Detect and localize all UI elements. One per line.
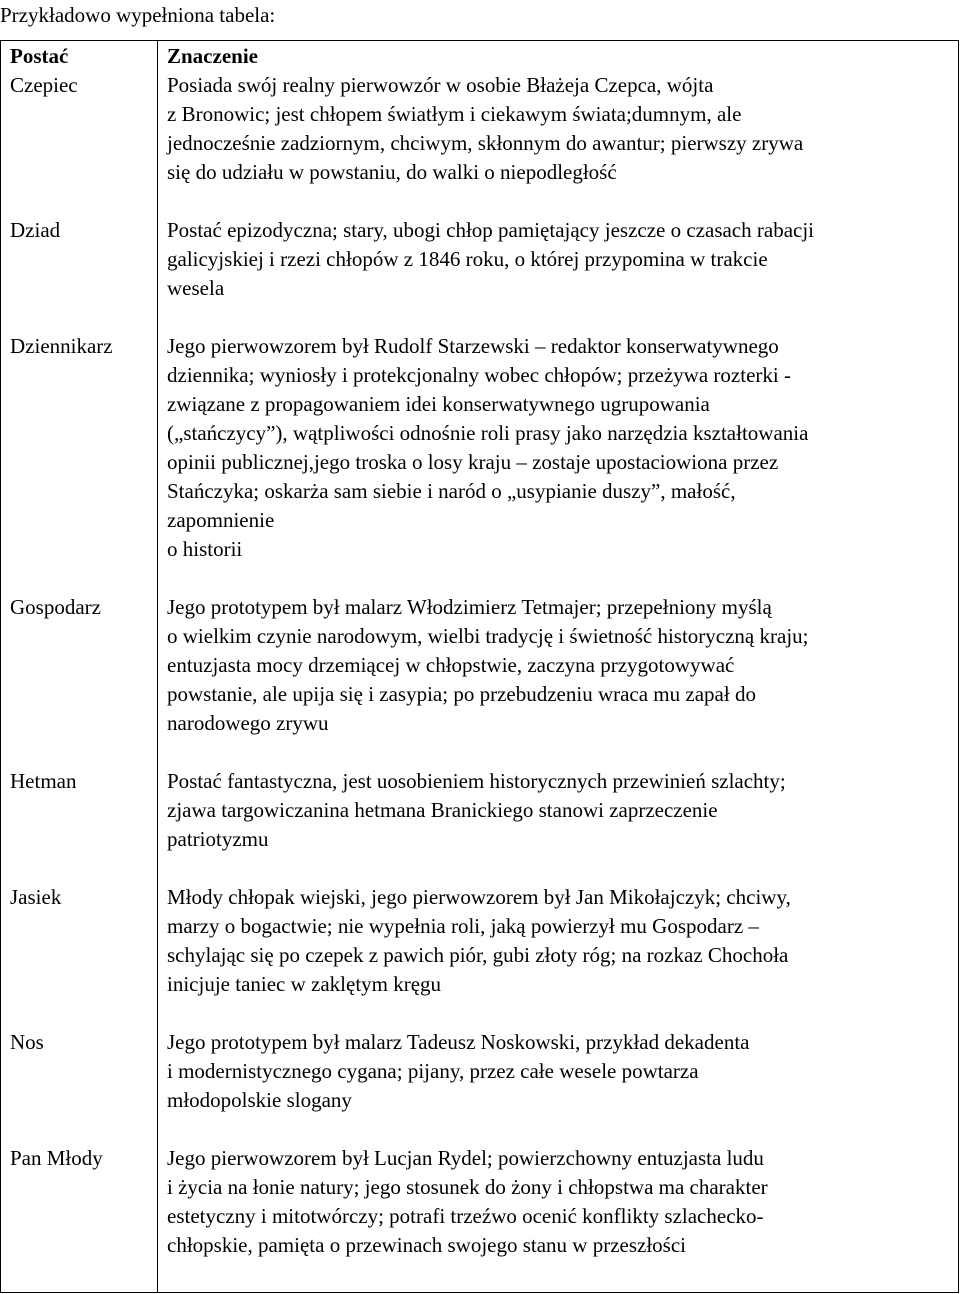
character-meaning: Posiada swój realny pierwowzór w osobie Błażeja Czepca, wójta z Bronowic; jest chłopem światłym i ciekawym świata;dumnym, ale jednocześnie zadziornym, chciwym, skłonnym do awantur; pierwszy zrywa się do udziału w powstaniu, do walki o niepodległość xyxy=(167,73,804,184)
character-name: Dziennikarz xyxy=(10,334,113,358)
table-row xyxy=(0,1028,958,1115)
character-name: Hetman xyxy=(10,769,77,793)
character-meaning: Jego pierwowzorem był Rudolf Starzewski – redaktor konserwatywnego dziennika; wyniosły i protekcjonalny wobec chłopów; przeżywa rozterki - związane z propagowaniem idei konserwatywnego ugrupowania („stańczycy”), wątpliwości odnośnie roli prasy jako narzędzia kształtowania opinii publicznej,jego troska o losy kraju – zostaje upostaciowiona przez Stańczyka; oskarża sam siebie i naród o „usypianie duszy”, małość, zapomnienie o historii xyxy=(167,334,809,561)
table-row xyxy=(0,71,958,187)
character-name: Czepiec xyxy=(10,73,78,97)
character-meaning: Postać fantastyczna, jest uosobieniem historycznych przewinień szlachty; zjawa targowiczanina hetmana Branickiego stanowi zaprzeczenie patriotyzmu xyxy=(167,769,786,851)
table-row xyxy=(0,1144,958,1260)
character-table xyxy=(0,40,958,1266)
table-row xyxy=(0,216,958,303)
character-meaning: Jego prototypem był malarz Tadeusz Noskowski, przykład dekadenta i modernistycznego cygana; pijany, przez całe wesele powtarza młodopolskie slogany xyxy=(167,1030,750,1112)
table-row xyxy=(0,883,958,999)
header-character: Postać xyxy=(10,44,69,68)
character-meaning: Postać epizodyczna; stary, ubogi chłop pamiętający jeszcze o czasach rabacji galicyjskiej i rzezi chłopów z 1846 roku, o której przypomina w trakcie wesela xyxy=(167,218,815,300)
table-row xyxy=(0,593,958,738)
character-meaning: Jego pierwowzorem był Lucjan Rydel; powierzchowny entuzjasta ludu i życia na łonie natury; jego stosunek do żony i chłopstwa ma charakter estetyczny i mitotwórczy; potrafi trzeźwo ocenić konflikty szlachecko- chłopskie, pamięta o przewinach swojego stanu w przeszłości xyxy=(167,1146,768,1257)
table-row xyxy=(0,767,958,854)
character-name: Nos xyxy=(10,1030,44,1054)
table-body xyxy=(0,40,958,1266)
character-name: Dziad xyxy=(10,218,61,242)
header-meaning: Znaczenie xyxy=(167,44,258,68)
character-meaning: Jego prototypem był malarz Włodzimierz Tetmajer; przepełniony myślą o wielkim czynie narodowym, wielbi tradycję i świetność historyczną kraju; entuzjasta mocy drzemiącej w chłopstwie, zaczyna przygotowywać powstanie, ale upija się i zasypia; po przebudzeniu wraca mu zapał do narodowego zrywu xyxy=(167,595,809,735)
table-row xyxy=(0,332,958,564)
character-name: Pan Młody xyxy=(10,1146,103,1170)
table-header-row xyxy=(0,42,958,71)
character-meaning: Młody chłopak wiejski, jego pierwowzorem był Jan Mikołajczyk; chciwy, marzy o bogactwie; nie wypełnia roli, jaką powierzył mu Gospodarz – schylając się po czepek z pawich piór, gubi złoty róg; na rozkaz Chochoła inicjuje taniec w zaklętym kręgu xyxy=(167,885,791,996)
character-name: Jasiek xyxy=(10,885,62,909)
table-caption: Przykładowo wypełniona tabela: xyxy=(0,3,276,27)
character-name: Gospodarz xyxy=(10,595,101,619)
